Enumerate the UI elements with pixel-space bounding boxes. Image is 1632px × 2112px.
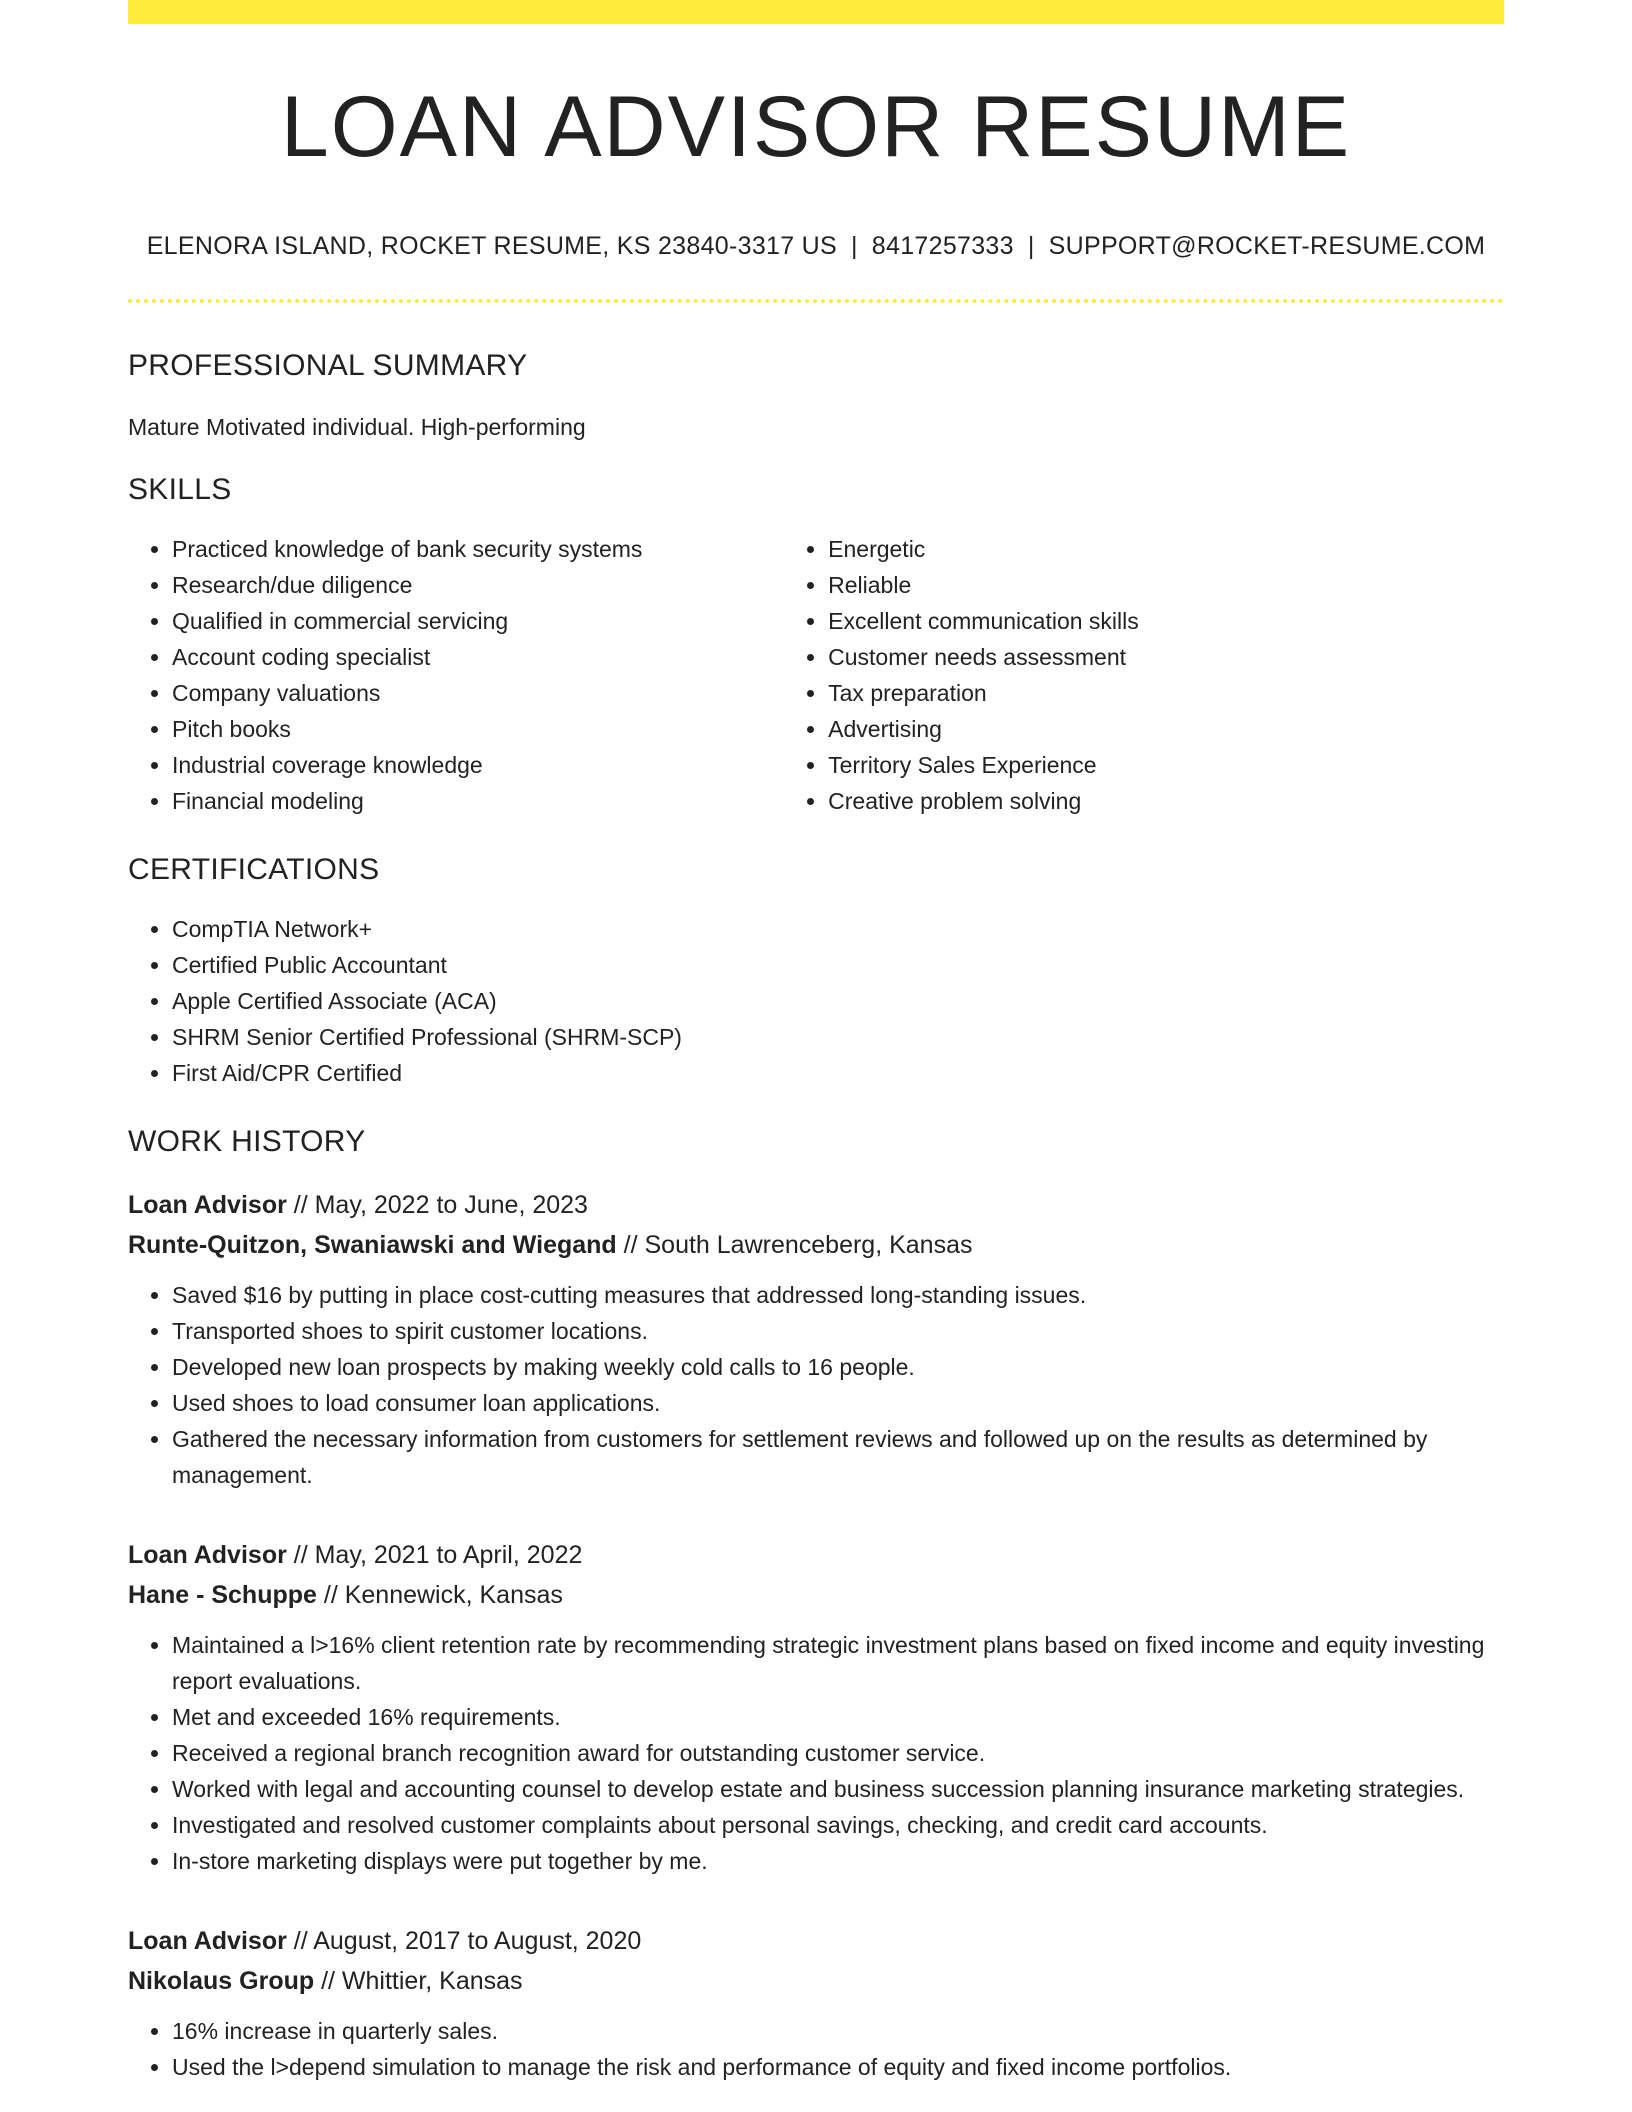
job-role-line — [128, 1921, 1504, 1961]
job-company-line — [128, 1225, 1504, 1265]
certification-item: • Apple Certified Associate (ACA) — [172, 983, 1504, 1019]
job-bullet: • Received a regional branch recognition award for outstanding customer service. — [172, 1735, 1504, 1771]
job-bullet: • Used shoes to load consumer loan applications. — [172, 1385, 1504, 1421]
job-location: // South Lawrenceberg, Kansas — [616, 1231, 973, 1259]
job-bullets — [128, 2013, 1504, 2085]
job-bullet: • Met and exceeded 16% requirements. — [172, 1699, 1504, 1735]
skill-item: • Pitch books — [172, 711, 784, 747]
certification-item: • CompTIA Network+ — [172, 911, 1504, 947]
skill-item: • Reliable — [828, 567, 1504, 603]
job-bullets — [128, 1277, 1504, 1493]
job-bullet: • Developed new loan prospects by making weekly cold calls to 16 people. — [172, 1349, 1504, 1385]
job-dates: // May, 2021 to April, 2022 — [286, 1541, 583, 1569]
job-entry — [128, 1921, 1504, 2085]
job-role-line — [128, 1185, 1504, 1225]
skills-list-right — [784, 531, 1504, 819]
certification-item: • Certified Public Accountant — [172, 947, 1504, 983]
job-bullets — [128, 1627, 1504, 1879]
job-bullet: • Transported shoes to spirit customer locations. — [172, 1313, 1504, 1349]
job-location: // Whittier, Kansas — [314, 1967, 523, 1995]
job-role: Loan Advisor — [128, 1927, 287, 1955]
contact-email: SUPPORT@ROCKET-RESUME.COM — [1048, 232, 1486, 260]
resume-page — [128, 0, 1504, 2085]
job-role-line — [128, 1535, 1504, 1575]
work-history-heading: WORK HISTORY — [128, 1125, 366, 1158]
contact-separator: | — [1027, 232, 1035, 260]
job-company: Runte-Quitzon, Swaniawski and Wiegand — [128, 1231, 617, 1259]
job-bullet: • Saved $16 by putting in place cost-cutting measures that addressed long-standing issues. — [172, 1277, 1504, 1313]
skill-item: • Financial modeling — [172, 783, 784, 819]
skill-item: • Customer needs assessment — [828, 639, 1504, 675]
contact-address: ELENORA ISLAND, ROCKET RESUME, KS 23840-3317 US — [146, 232, 837, 260]
skill-item: • Account coding specialist — [172, 639, 784, 675]
skill-item: • Company valuations — [172, 675, 784, 711]
job-bullet: • Used the l>depend simulation to manage the risk and performance of equity and fixed income portfolios. — [172, 2049, 1504, 2085]
job-bullet: • In-store marketing displays were put together by me. — [172, 1843, 1504, 1879]
job-bullet: • Maintained a l>16% client retention rate by recommending strategic investment plans based on fixed income and equity investing report evaluations. — [172, 1627, 1504, 1699]
summary-heading: PROFESSIONAL SUMMARY — [128, 349, 528, 382]
skill-item: • Energetic — [828, 531, 1504, 567]
accent-bar — [128, 0, 1504, 24]
job-dates: // May, 2022 to June, 2023 — [286, 1191, 588, 1219]
job-bullet: • Worked with legal and accounting counsel to develop estate and business succession planning insurance marketing strategies. — [172, 1771, 1504, 1807]
job-company-line — [128, 1575, 1504, 1615]
job-company-line — [128, 1961, 1504, 2001]
job-bullet: • Investigated and resolved customer complaints about personal savings, checking, and credit card accounts. — [172, 1807, 1504, 1843]
certification-item: • SHRM Senior Certified Professional (SHRM-SCP) — [172, 1019, 1504, 1055]
job-location: // Kennewick, Kansas — [316, 1581, 563, 1609]
certification-item: • First Aid/CPR Certified — [172, 1055, 1504, 1091]
job-entry — [128, 1185, 1504, 1493]
dotted-divider — [128, 299, 1504, 303]
job-dates: // August, 2017 to August, 2020 — [286, 1927, 642, 1955]
contact-line — [128, 232, 1504, 261]
resume-title: LOAN ADVISOR RESUME — [280, 79, 1352, 175]
skill-item: • Advertising — [828, 711, 1504, 747]
job-company: Nikolaus Group — [128, 1967, 315, 1995]
summary-text: Mature Motivated individual. High-performing — [128, 414, 586, 440]
job-company: Hane - Schuppe — [128, 1581, 317, 1609]
job-bullet: • Gathered the necessary information from customers for settlement reviews and followed up on the results as determined by management. — [172, 1421, 1504, 1493]
skill-item: • Tax preparation — [828, 675, 1504, 711]
skills-columns — [128, 531, 1504, 819]
skill-item: • Excellent communication skills — [828, 603, 1504, 639]
job-entry — [128, 1535, 1504, 1879]
certifications-list — [128, 911, 1504, 1091]
skill-item: • Territory Sales Experience — [828, 747, 1504, 783]
skill-item: • Qualified in commercial servicing — [172, 603, 784, 639]
skills-heading: SKILLS — [128, 473, 232, 506]
job-role: Loan Advisor — [128, 1191, 287, 1219]
contact-separator: | — [851, 232, 858, 260]
job-role: Loan Advisor — [128, 1541, 287, 1569]
job-bullet: • 16% increase in quarterly sales. — [172, 2013, 1504, 2049]
skill-item: • Creative problem solving — [828, 783, 1504, 819]
contact-phone: 8417257333 — [871, 232, 1014, 260]
skills-list-left — [128, 531, 784, 819]
skill-item: • Research/due diligence — [172, 567, 784, 603]
skill-item: • Industrial coverage knowledge — [172, 747, 784, 783]
certifications-heading: CERTIFICATIONS — [128, 853, 380, 886]
skill-item: • Practiced knowledge of bank security systems — [172, 531, 784, 567]
